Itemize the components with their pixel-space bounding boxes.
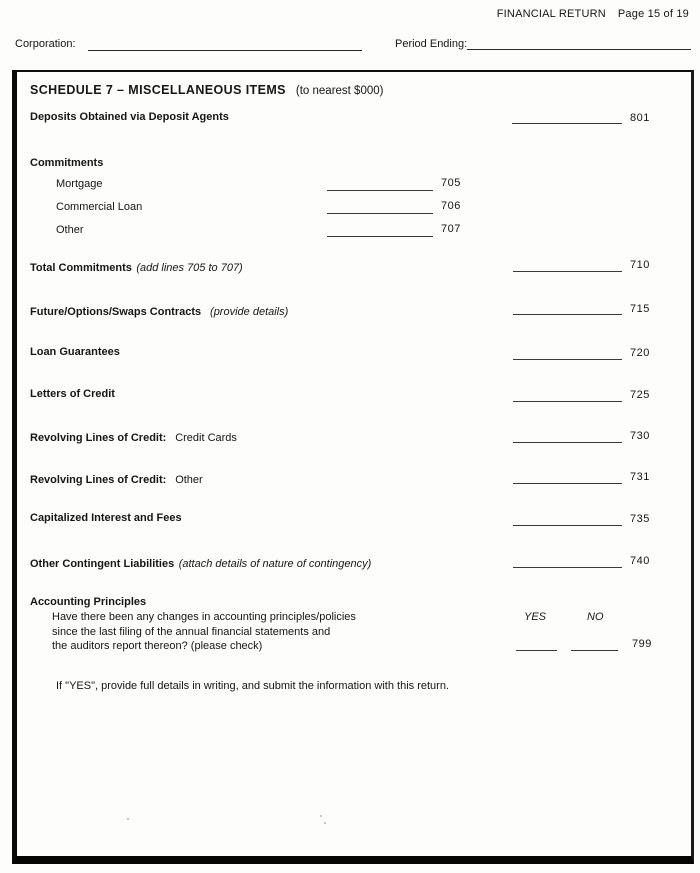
commitments-heading: Commitments bbox=[30, 157, 104, 169]
row-commercial-loan-label: Commercial Loan bbox=[56, 201, 143, 213]
row-deposits-label: Deposits Obtained via Deposit Agents bbox=[30, 111, 229, 123]
row-commercial-loan-code: 706 bbox=[441, 200, 461, 212]
no-column-label: NO bbox=[587, 611, 604, 623]
schedule-unit-note: (to nearest $000) bbox=[295, 85, 384, 97]
row-revolving-other-label: Revolving Lines of Credit: Other bbox=[30, 474, 203, 486]
row-letters-of-credit-label: Letters of Credit bbox=[30, 388, 115, 400]
accounting-yes-note: If "YES", provide full details in writing, and submit the information with this return. bbox=[56, 680, 449, 692]
accounting-principles-heading: Accounting Principles bbox=[30, 596, 147, 608]
row-mortgage-label: Mortgage bbox=[56, 178, 103, 190]
row-futures-code: 715 bbox=[630, 303, 650, 315]
row-revolving-credit-cards-value-field[interactable] bbox=[513, 442, 622, 443]
row-loan-guarantees-code: 720 bbox=[630, 347, 650, 359]
row-revolving-credit-cards-code: 730 bbox=[630, 430, 650, 442]
row-capitalized-interest-label: Capitalized Interest and Fees bbox=[30, 512, 182, 524]
period-ending-field[interactable] bbox=[467, 49, 691, 50]
row-deposits-code: 801 bbox=[630, 112, 650, 124]
row-futures-value-field[interactable] bbox=[513, 314, 622, 315]
scan-speck bbox=[127, 818, 129, 820]
row-total-commitments-code: 710 bbox=[630, 259, 650, 271]
row-letters-of-credit-code: 725 bbox=[630, 389, 650, 401]
row-total-commitments-value-field[interactable] bbox=[513, 271, 622, 272]
row-mortgage-code: 705 bbox=[441, 177, 461, 189]
page-number: Page 15 of 19 bbox=[617, 8, 689, 20]
row-futures-label: Future/Options/Swaps Contracts (provide details) bbox=[30, 306, 289, 318]
accounting-code: 799 bbox=[632, 638, 652, 650]
accounting-question-line-2: since the last filing of the annual financial statements and bbox=[52, 626, 331, 638]
row-commercial-loan-value-field[interactable] bbox=[327, 213, 433, 214]
corporation-field[interactable] bbox=[88, 50, 362, 51]
schedule-title-text: SCHEDULE 7 – MISCELLANEOUS ITEMS bbox=[30, 83, 286, 97]
doc-title: FINANCIAL RETURN bbox=[496, 8, 606, 20]
corporation-label: Corporation: bbox=[15, 38, 76, 50]
row-deposits-value-field[interactable] bbox=[512, 123, 622, 124]
row-other-contingent-code: 740 bbox=[630, 555, 650, 567]
row-other-commitment-value-field[interactable] bbox=[327, 236, 433, 237]
scan-speck bbox=[320, 815, 322, 817]
page-header bbox=[497, 8, 689, 20]
no-check-field[interactable] bbox=[571, 650, 618, 651]
row-revolving-other-value-field[interactable] bbox=[513, 483, 622, 484]
row-other-commitment-code: 707 bbox=[441, 223, 461, 235]
row-capitalized-interest-value-field[interactable] bbox=[513, 525, 622, 526]
yes-column-label: YES bbox=[524, 611, 547, 623]
accounting-question-line-1: Have there been any changes in accounting principles/policies bbox=[52, 611, 356, 623]
row-other-commitment-label: Other bbox=[56, 224, 84, 236]
row-capitalized-interest-code: 735 bbox=[630, 513, 650, 525]
accounting-question-line-3: the auditors report thereon? (please check) bbox=[52, 640, 263, 652]
row-letters-of-credit-value-field[interactable] bbox=[513, 401, 622, 402]
row-revolving-other-code: 731 bbox=[630, 471, 650, 483]
row-total-commitments-label: Total Commitments (add lines 705 to 707) bbox=[30, 262, 243, 274]
scan-speck bbox=[324, 822, 326, 824]
row-other-contingent-value-field[interactable] bbox=[513, 567, 622, 568]
row-other-contingent-label: Other Contingent Liabilities (attach details of nature of contingency) bbox=[30, 558, 372, 570]
yes-check-field[interactable] bbox=[516, 650, 557, 651]
row-loan-guarantees-label: Loan Guarantees bbox=[30, 346, 120, 358]
row-mortgage-value-field[interactable] bbox=[327, 190, 433, 191]
row-revolving-credit-cards-label: Revolving Lines of Credit: Credit Cards bbox=[30, 432, 237, 444]
schedule-title bbox=[30, 81, 383, 99]
row-loan-guarantees-value-field[interactable] bbox=[513, 359, 622, 360]
period-ending-label: Period Ending: bbox=[395, 38, 468, 50]
